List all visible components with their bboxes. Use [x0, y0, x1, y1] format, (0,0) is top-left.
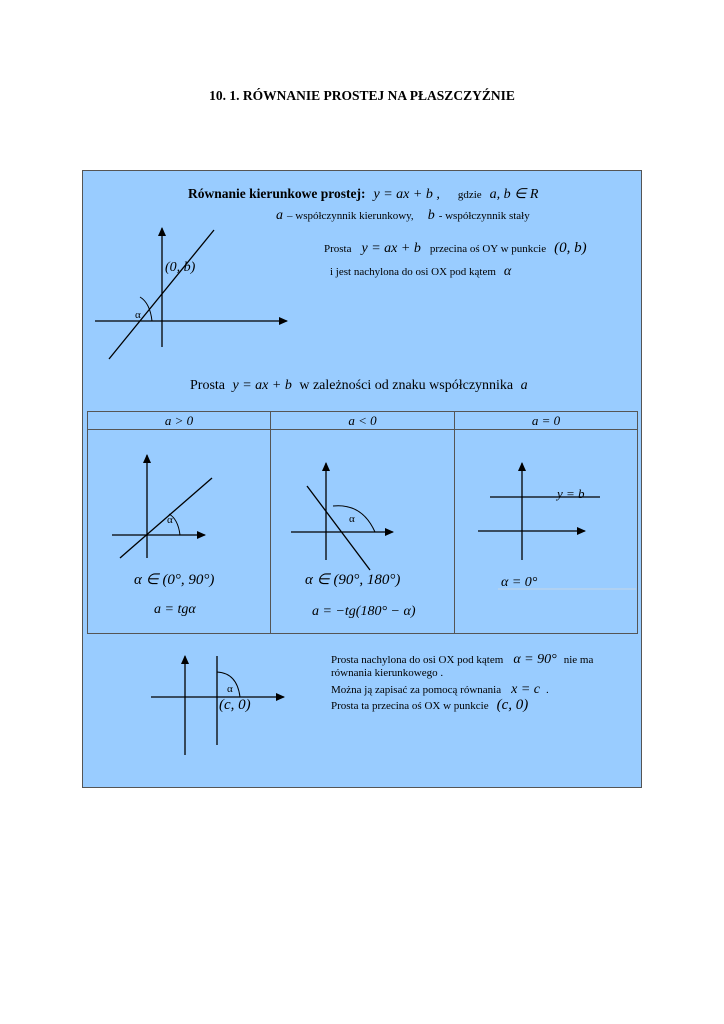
section2-heading-a: Prosta [190, 378, 225, 393]
desc1-point: (0, b) [554, 240, 587, 256]
section1-desc-line2 [330, 262, 511, 280]
section3-line2: równania kierunkowego . [331, 667, 444, 679]
page-title: 10. 1. RÓWNANIE PROSTEJ NA PŁASZCZYŹNIE [209, 88, 515, 103]
section1-equation: y = ax + b , [373, 187, 440, 202]
column-header-negative: a < 0 [348, 413, 377, 428]
section3-line1-a: Prosta nachylona do osi OX pod kątem [331, 654, 504, 666]
range-zero: α = 0° [501, 575, 538, 590]
coef-b-symbol: b [427, 208, 435, 223]
formula-positive: a = tgα [154, 602, 196, 617]
vertical-angle-label: α [227, 683, 233, 695]
desc1-text-b: przecina oś OY w punkcie [429, 243, 547, 255]
line-label-zero: y = b [557, 486, 585, 501]
section3-line1-b: nie ma [563, 654, 594, 666]
range-negative: α ∈ (90°, 180°) [305, 572, 401, 588]
angle-label-positive: α [167, 514, 173, 526]
column-header-zero: a = 0 [531, 413, 561, 428]
desc2-text: i jest nachylona do osi OX pod kątem [330, 266, 496, 278]
domain-expression: a, b ∈ R [489, 187, 539, 202]
range-positive: α ∈ (0°, 90°) [134, 572, 215, 588]
desc1-equation: y = ax + b [361, 241, 421, 256]
figure-point-label: (0, b) [165, 260, 196, 275]
coef-a-symbol: a [276, 208, 283, 223]
section2-heading [190, 378, 528, 394]
figure-angle-label: α [135, 309, 141, 321]
vertical-point-label: (c, 0) [219, 697, 251, 713]
table-column-divider [270, 412, 271, 633]
section1-desc-line1 [324, 239, 587, 257]
section2-heading-symbol: a [520, 378, 528, 393]
table-column-divider [454, 412, 455, 633]
section3-line4-point: (c, 0) [496, 697, 529, 713]
section3-line4-a: Prosta ta przecina oś OX w punkcie [331, 700, 489, 712]
angle-label-negative: α [349, 513, 355, 525]
section2-heading-b: w zależności od znaku współczynnika [299, 378, 514, 393]
section3-line1 [331, 650, 593, 668]
section3-line3-eq: x = c [511, 682, 540, 697]
desc1-text-a: Prosta [324, 243, 352, 255]
section1-heading: Równanie kierunkowe prostej: [188, 186, 366, 201]
section3-line1-eq: α = 90° [513, 652, 557, 667]
section3-line3-a: Można ją zapisać za pomocą równania [331, 684, 502, 696]
coef-a-desc: – współczynnik kierunkowy, [287, 210, 414, 222]
coef-b-desc: - współczynnik stały [438, 210, 530, 222]
formula-negative: a = −tg(180° − α) [312, 604, 416, 619]
table-header-divider [88, 429, 637, 430]
column-header-positive: a > 0 [164, 413, 194, 428]
section3-line4 [331, 696, 528, 714]
section2-heading-equation: y = ax + b [232, 378, 292, 393]
where-label: gdzie [457, 189, 482, 201]
section3-line3-b: . [546, 684, 549, 696]
desc2-angle: α [503, 264, 512, 279]
